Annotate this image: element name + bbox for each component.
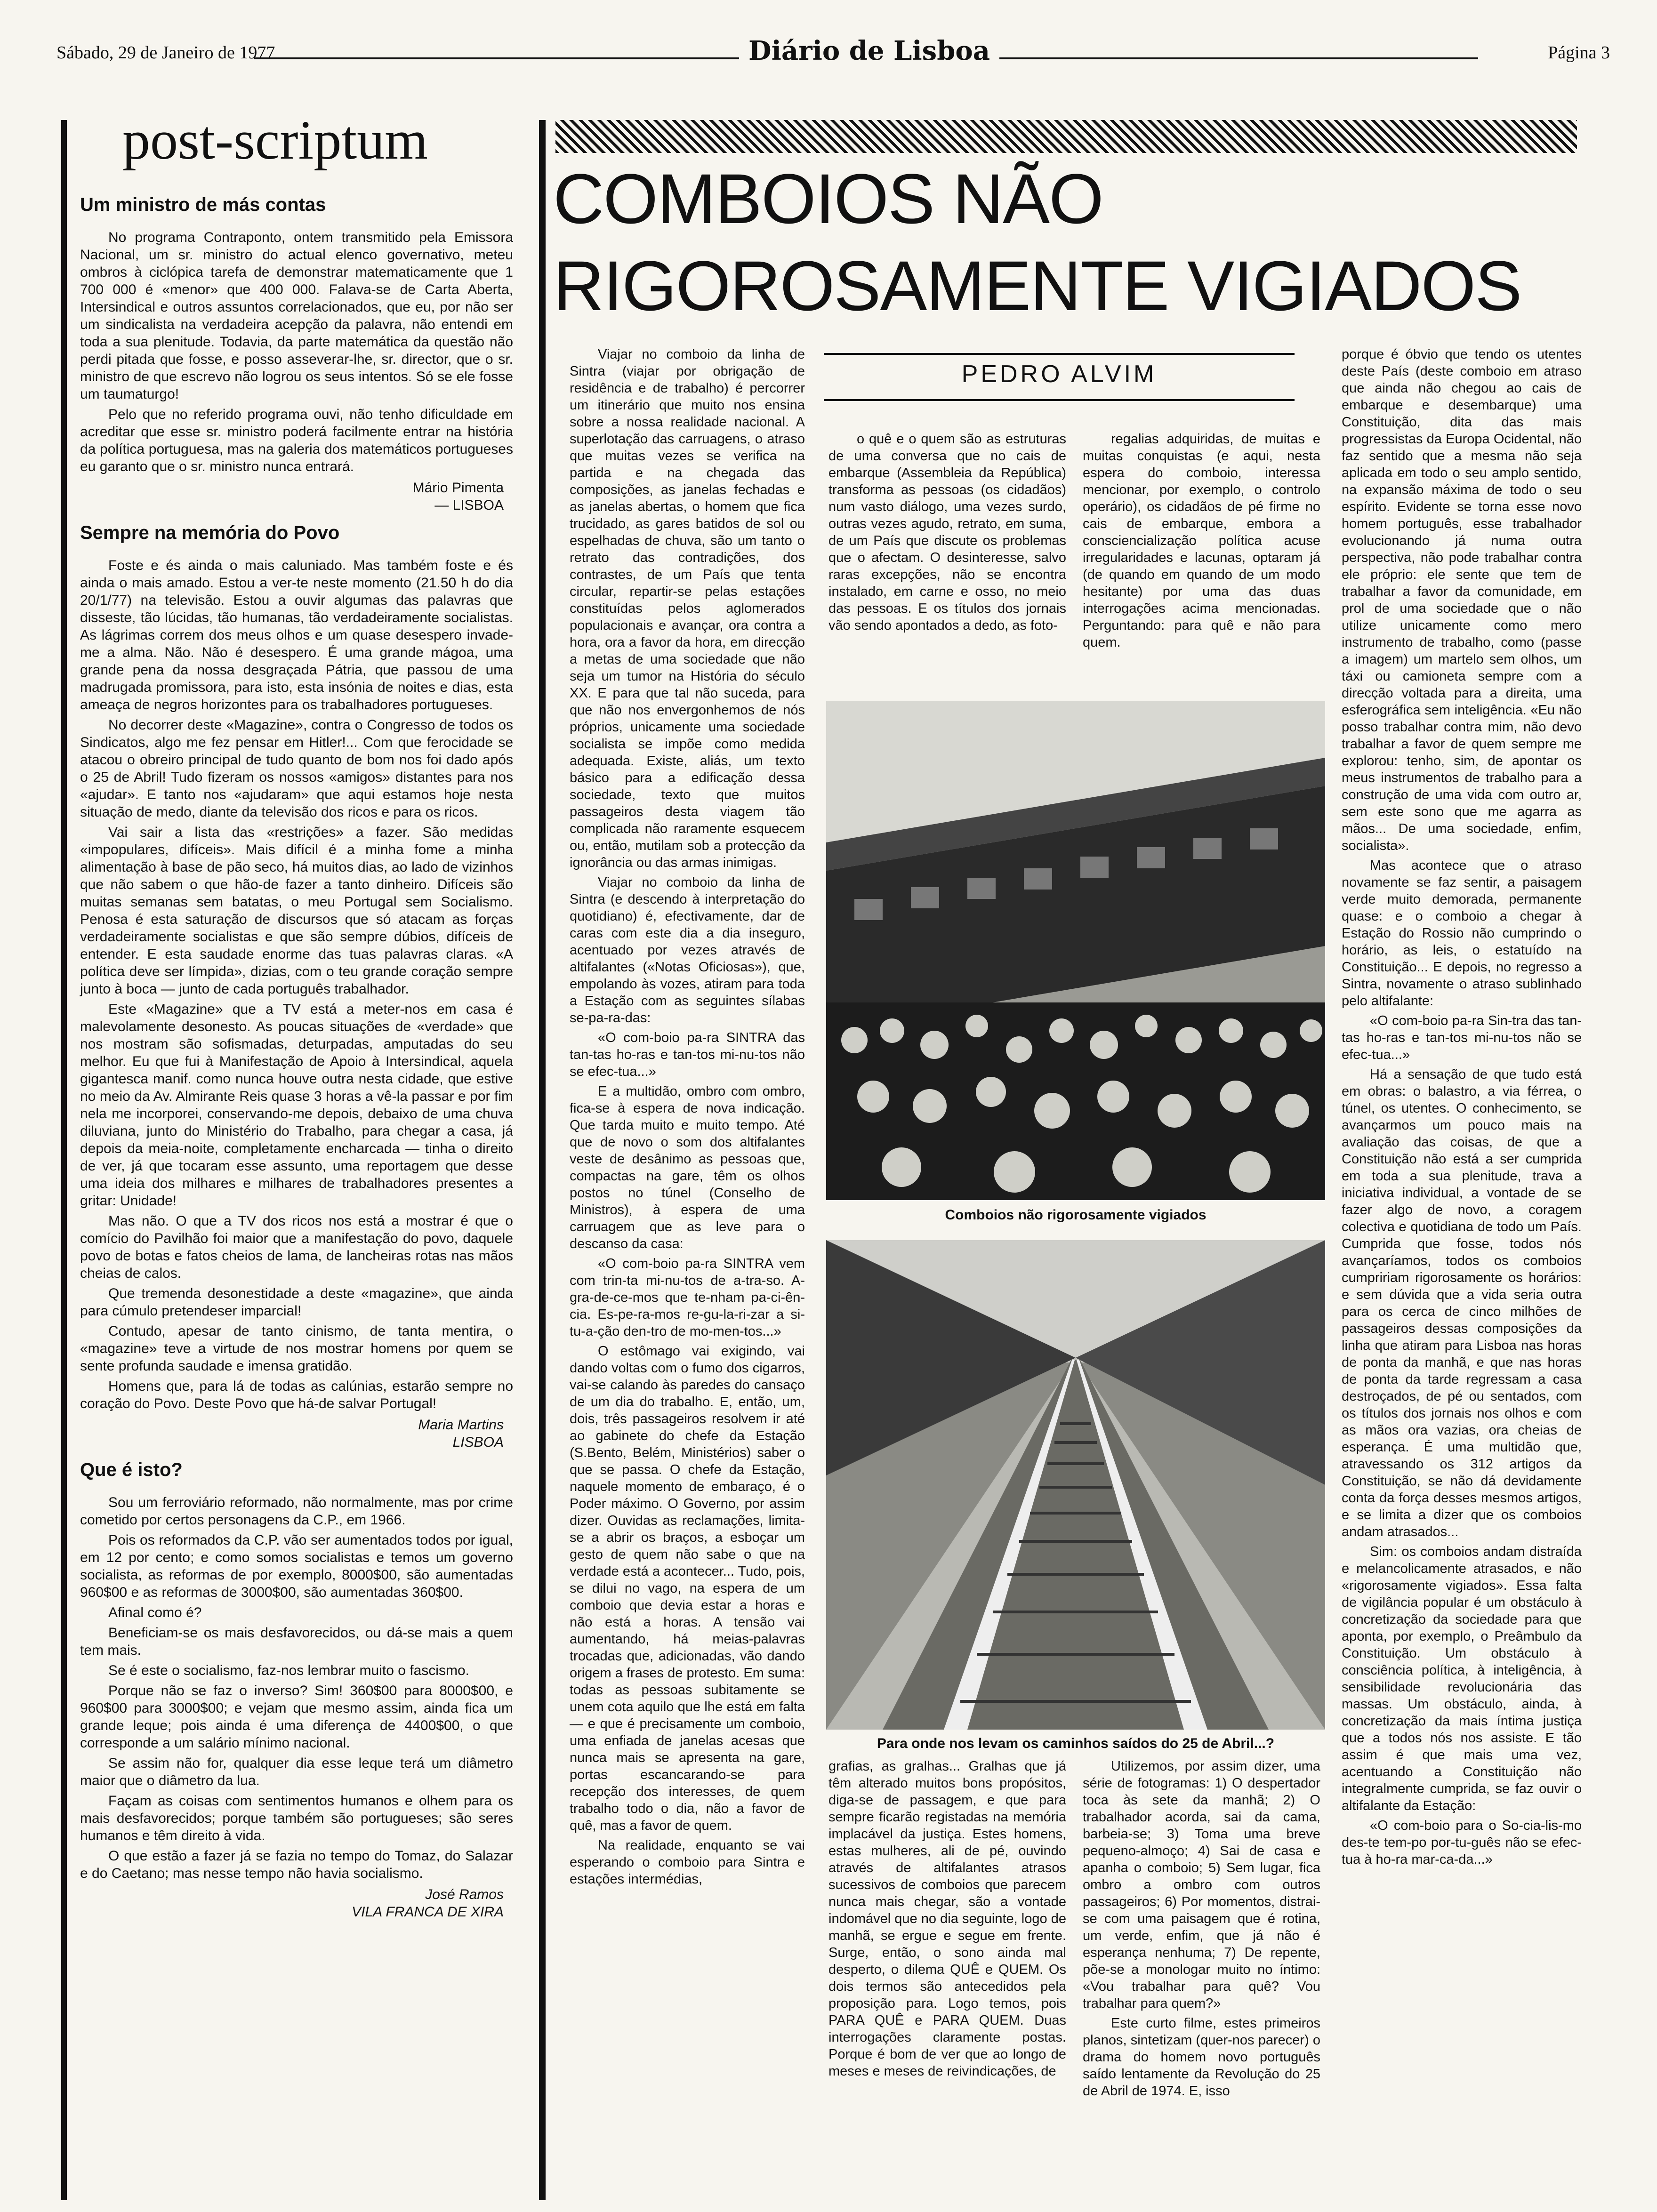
letter-paragraph: Pois os reformados da C.P. vão ser aumentados todos por igual, em 12 por cento; e como somos socialistas e temos um governo socialista, as reformas de por exemplo, 8000$00, são aumentadas 960$00 e as reformas de 3000$00, são aumentadas 360$00.: [80, 1532, 513, 1600]
article-headline: COMBOIOS NÃO RIGOROSAMENTE VIGIADOS: [553, 159, 1521, 325]
signature-place: — LISBOA: [434, 497, 504, 513]
article-column-2-bottom: [828, 1758, 1066, 2083]
article-quote: «O com-boio pa-ra SINTRA vem com trin-ta mi-nu-tos de a-tra-so. A-gra-de-ce-mos que te-nham pa-ci-ên-cia. Es-pe-ra-mos re-gu-la-ri-zar a si-tu-a-ção den-tro de mo-men-tos...»: [570, 1256, 805, 1339]
article-paragraph: Utilizemos, por assim dizer, uma série de fotogramas: 1) O despertador toca às sete da manhã; 2) O trabalhador acorda, sai da cama, barbeia-se; 3) Toma uma breve pequeno-almoço; 4) Sai de casa e apanha o comboio; 5) Sem lugar, fica ombro a ombro com outros passageiros; 6) Por momentos, distrai-se com uma paisagem que é rotina, um verde, enfim, que já não é esperança nenhuma; 7) De repente, põe-se a monologar muito no íntimo: «Vou trabalhar para quê? Vou trabalhar para quem?»: [1083, 1759, 1320, 2011]
article-paragraph: Mas acontece que o atraso novamente se faz sentir, a paisagem verde muito demorada, permanente quase: e o comboio a chegar à Estação do Rossio não cumprindo o horário, as leis, o estatuído na Constituição... E depois, no regresso a Sintra, novamente o atraso sublinhado pelo altifalante:: [1342, 858, 1582, 1009]
letter-paragraph: Este «Magazine» que a TV está a meter-nos em casa é malevolamente desonesto. As poucas situações de «verdade» que nos mostram são sofismadas, deturpadas, amputadas do seu melhor. Eu que fui à Manifestação de Apoio à Intersindical, aquela gigantesca manif. como nunca houve outra nesta cidade, que estive no meio da Av. Almirante Reis quase 3 horas a vê-la passar e por fim nela me incorporei, conservando-me depois, debaixo de uma chuva diluviana, junto do Ministério do Trabalho, para chegar a casa, já depois da meia-noite, completamente encharcada — tinha o direito de ver, já que tocaram esse assunto, uma reportagem que desse uma ideia dos milhares e milhares de trabalhadores presentes a gritar: Unidade!: [80, 1002, 513, 1209]
article-paragraph: Este curto filme, estes primeiros planos, sintetizam (quer-nos parecer) o drama do homem novo português saído lentamente da Revolução do 25 de Abril de 1974. E, isso: [1083, 2016, 1320, 2099]
signature-place: LISBOA: [452, 1435, 504, 1450]
article-byline: PEDRO ALVIM: [961, 361, 1157, 388]
letter-paragraph: Homens que, para lá de todas as calúnias, estarão sempre no coração do Povo. Deste Povo que há-de salvar Portugal!: [80, 1378, 513, 1411]
article-paragraph: o quê e o quem são as estruturas de uma conversa que no cais de embarque (Assembleia da República) transforma as pessoas (os cidadãos) num vasto diálogo, uma vezes surdo, outras vezes agudo, retrato, em suma, de um País que discute os problemas que o afectam. O desinteresse, salvo raras excepções, não se encontra instalado, em carne e osso, no meio das pessoas. E os títulos dos jornais vão sendo apontados a dedo, as foto-: [828, 432, 1066, 633]
article-quote: «O com-boio pa-ra Sin-tra das tan-tas ho-ras e tan-tos mi-nu-tos não se efec-tua...»: [1342, 1013, 1582, 1062]
letter-paragraph: Beneficiam-se os mais desfavorecidos, ou dá-se mais a quem tem mais.: [80, 1625, 513, 1658]
letter-paragraph: No programa Contraponto, ontem transmitido pela Emissora Nacional, um sr. ministro do actual elenco governativo, meteu ombros à ciclópica tarefa de demonstrar matematicamente que 1 700 000 é «menor» que 400 000. Falava-se de Carta Aberta, Intersindical e outros assuntos correlacionados, que eu, por não ser um sindicalista na verdadeira acepção da palavra, não entendi em toda a sua plenitude. Todavia, da parte matemática da questão não perdi pitada que fosse, e posso asseverar-lhe, sr. director, que o sr. ministro de que escrevo não logrou os seus intentos. Só se ele fosse um taumaturgo!: [80, 230, 513, 402]
article-paragraph: Sim: os comboios andam distraída e melancolicamente atrasados, e não «rigorosamente vigiados». Essa falta de vigilância popular é um obstáculo à concretização da sociedade para que aponta, por exemplo, o Preâmbulo da Constituição. Um obstáculo à consciência política, à inteligência, à sensibilidade revolucionária das massas. Um obstáculo, ainda, à concretização da mais íntima justiça que a todos nós nos assiste. E tão assim é que mais uma vez, acentuando a Constituição não integralmente cumprida, se faz ouvir o altifalante da Estação:: [1342, 1544, 1582, 1813]
letter-paragraph: Contudo, apesar de tanto cinismo, de tanta mentira, o «magazine» teve a virtude de nos mostrar homens por quem se sente profunda saudade e imensa gratidão.: [80, 1323, 513, 1374]
article-paragraph: grafias, as gralhas... Gralhas que já têm alterado muitos bons propósitos, diga-se de passagem, e que para sempre ficarão registadas na memória implacável da justiça. Estes homens, estas mulheres, ali de pé, ouvindo através de altifalantes atrasos sucessivos de comboios que parecem nunca mais chegar, são a vontade indomável que no dia seguinte, logo de manhã, se ergue e segue em frente. Surge, então, o sono ainda mal desperto, o dilema QUÊ e QUEM. Os dois termos são antecedidos pela proposição para. Logo temos, pois PARA QUÊ e PARA QUEM. Duas interrogações claramente postas. Porque é bom de ver que ao longo de meses e meses de reivindicações, de: [828, 1759, 1066, 2079]
article-paragraph: porque é óbvio que tendo os utentes deste País (deste comboio em atraso que ainda não chegou ao cais de embarque e desembarque) uma Constituição, dita das mais progressistas da Europa Ocidental, não faz sentido que a mesma não seja aplicada em todo o seu amplo sentido, na expansão máxima de todo o seu espírito. Evidente se torna esse novo homem português, esse trabalhador evolucionando já numa outra perspectiva, não pode trabalhar contra ele próprio: ele sente que tem de trabalhar a favor da comunidade, em prol de uma sociedade que o não utilize unicamente como mero instrumento de trabalho, como (passe a imagem) um martelo sem olhos, um táxi ou camioneta sempre com a direcção voltada para a direita, uma esferográfica sem inteligência. «Eu não posso trabalhar contra mim, não devo trabalhar a favor de quem sempre me explorou: tenho, sim, de apontar os meus instrumentos de trabalho para a construção de uma vida com outro ar, sem este sono que me agarra as mãos... De uma sociedade, enfim, socialista».: [1342, 347, 1582, 853]
photo-caption: Para onde nos levam os caminhos saídos do 25 de Abril...?: [877, 1736, 1275, 1751]
decorative-hatch-band: [555, 120, 1577, 153]
article-column-3: [1083, 431, 1320, 654]
section-divider: [539, 120, 546, 2200]
page-number: Página 3: [1548, 43, 1610, 63]
letter-paragraph: No decorrer deste «Magazine», contra o Congresso de todos os Sindicatos, algo me fez pensar em Hitler!... Com que ferocidade se atacou o obreiro principal de tudo quanto de bom nos foi dado após o 25 de Abril! Tudo fizeram os nossos «amigos» distantes para nos «ajudar». E tanto nos «ajudaram» que aqui estamos hoje nesta situação de medo, diante da televisão dos ricos e para os ricos.: [80, 717, 513, 820]
signature-place: VILA FRANCA DE XIRA: [352, 1904, 504, 1920]
letter-paragraph: Façam as coisas com sentimentos humanos e olhem para os mais desfavorecidos; porque também são portugueses; são seres humanos e têm direito à vida.: [80, 1793, 513, 1843]
postscriptum-title: post-scriptum: [122, 109, 428, 171]
letter-heading: Sempre na memória do Povo: [80, 522, 340, 543]
letter-paragraph: Se assim não for, qualquer dia esse leque terá um diâmetro maior que o diâmetro da lua.: [80, 1755, 513, 1788]
letter-heading: Um ministro de más contas: [80, 194, 326, 215]
letter-signature: [80, 1886, 504, 1921]
signature-name: Maria Martins: [418, 1417, 504, 1433]
letter-paragraph: Mas não. O que a TV dos ricos nos está a mostrar é que o comício do Pavilhão foi maior que a manifestação do povo, daquele povo de botas e fatos cheios de lama, de lancheiras rotas nas mãos cheias de calos.: [80, 1213, 513, 1281]
letter-paragraph: Sou um ferroviário reformado, não normalmente, mas por crime cometido por certos personagens da C.P., em 1966.: [80, 1495, 513, 1528]
article-quote: «O com-boio para o So-cia-lis-mo des-te tem-po por-tu-guês não se efec-tua à ho-ra mar-ca-da...»: [1342, 1818, 1582, 1867]
letter-paragraph: Afinal como é?: [108, 1605, 202, 1620]
article-column-4: [1342, 346, 1582, 1871]
signature-name: Mário Pimenta: [412, 480, 504, 496]
signature-name: José Ramos: [425, 1887, 504, 1902]
byline-rule-top: [824, 353, 1295, 355]
article-column-3-bottom: [1083, 1758, 1320, 2102]
article-quote: «O com-boio pa-ra SINTRA das tan-tas ho-ras e tan-tos mi-nu-tos não se efec-tua...»: [570, 1030, 805, 1079]
letter-paragraph: Porque não se faz o inverso? Sim! 360$00 para 8000$00, e 960$00 para 3000$00; e vejam que mesmo assim, ainda fica um grande leque; pois ainda é uma diferença de 4400$00, o que corresponde a um salário mínimo nacional.: [80, 1683, 513, 1751]
letter-signature: [80, 479, 504, 514]
byline-rule-bottom: [824, 399, 1295, 401]
postscriptum-column: [80, 186, 513, 1931]
article-paragraph: Viajar no comboio da linha de Sintra (viajar por obrigação de residência e de trabalho) é percorrer um itinerário que muito nos ensina sobre a nossa realidade nacional. A superlotação das carruagens, o atraso que muitas vezes se verifica na partida e na chegada das composições, as janelas fechadas e as janelas abertas, o homem que fica trucidado, as gares batidos de sol ou espelhadas de chuva, são um tanto o retrato das contradições, dos contrastes, de um País que tenta circular, repartir-se pelas estações constituídas pelos aglomerados populacionais e avançar, ora contra a hora, ora a favor da hora, em direcção a metas de uma sociedade que não seja um tumor na História do século XX. E para que tal não suceda, para que não nos envergonhemos de nós próprios, unicamente uma sociedade socialista se impõe como medida adequada. Existe, aliás, um texto básico para a edificação dessa sociedade, texto que muitos passageiros desta viagem tão complicada não raramente esquecem ou, então, mutilam sob a protecção da ignorância ou das armas inimigas.: [570, 347, 805, 870]
letter-heading: Que é isto?: [80, 1459, 183, 1480]
page-header: [56, 33, 1610, 75]
newspaper-name: Diário de Lisboa: [739, 35, 999, 66]
letter-paragraph: Que tremenda desonestidade a deste «magazine», que ainda para cúmulo pretendeser imparcial!: [80, 1286, 513, 1319]
photo-caption: Comboios não rigorosamente vigiados: [945, 1207, 1207, 1223]
article-column-1: [570, 346, 805, 1891]
letter-paragraph: Vai sair a lista das «restrições» a fazer. São medidas «impopulares, difíceis». Mais difícil é a minha fome a minha alimentação à base de pão seco, há muitos dias, ao lado de vizinhos que não sabem o que hão-de fazer a tanto dinheiro. Difíceis são muitas semanas sem batatas, o meu Portugal sem Socialismo. Penosa é esta saturação de discursos que só atacam as forças verdadeiramente socialistas e que são sempre dúbios, difíceis de entender. E esta saudade enorme das tuas palavras claras. «A política deve ser límpida», dizias, com o teu grande coração sempre junto à boca — junto de cada português trabalhador.: [80, 825, 513, 997]
photo-tracks-image: [826, 1240, 1325, 1730]
issue-date: Sábado, 29 de Janeiro de 1977: [56, 43, 275, 63]
article-paragraph: E a multidão, ombro com ombro, fica-se à espera de nova indicação. Que tarda muito e muito tempo. Até que de novo o som dos altifalantes veste de desânimo as pessoas que, compactas na gare, têm os olhos postos no túnel (Conselho de Ministros), à espera de uma carruagem que as leve para o descanso da casa:: [570, 1084, 805, 1251]
letter-signature: [80, 1416, 504, 1451]
article-paragraph: Na realidade, enquanto se vai esperando o comboio para Sintra e estações intermédias,: [570, 1838, 805, 1887]
letter-paragraph: Foste e és ainda o mais caluniado. Mas também foste e és ainda o mais amado. Estou a ver-te neste momento (21.50 h do dia 20/1/77) na televisão. Estou a ouvir algumas das palavras que disseste, tão lúcidas, tão humanas, tão verdadeiramente socialistas. As lágrimas correm dos meus olhos e um quase desespero invade-me a alma. Não. Não é desespero. É uma grande mágoa, uma grande pena da nossa desgraçada Pátria, que passou de uma madrugada promissora, para isto, esta insónia de noites e dias, esta ameaça de negros horizontes para os trabalhadores portugueses.: [80, 558, 513, 713]
letter-paragraph: Pelo que no referido programa ouvi, não tenho dificuldade em acreditar que esse sr. ministro poderá facilmente entrar na história da política portuguesa, mas na galeria dos matemáticos portugueses eu garanto que o sr. ministro nunca entrará.: [80, 407, 513, 474]
photo-crowd-image: [826, 701, 1325, 1200]
left-column-bar: [61, 120, 67, 2200]
photo-crowd-platform: [826, 701, 1325, 1200]
article-paragraph: Há a sensação de que tudo está em obras: o balastro, a via férrea, o túnel, os utentes. O conhecimento, se avançarmos um pouco mais na avaliação das coisas, de que a Constituição não está a ser cumprida em toda a sua plenitude, trava a iniciativa individual, a vontade de se fazer algo de novo, a coragem colectiva e quotidiana de todo um País. Cumprida que fosse, todos nós avançaríamos, todos os comboios cumpririam rigorosamente os horários: e sem dúvida que a vida seria outra para os cerca de cinco milhões de passageiros dessas composições da linha que atiram para Lisboa nas horas de ponta da manhã, e que nas horas de ponta da tarde regressam a casa destroçados, de pé ou sentados, com os títulos dos jornais nos olhos e com as mãos ora vazias, ora cheias de esperança. É uma multidão que, atravessando os 312 artigos da Constituição, se não dá devidamente conta da força desses mesmos artigos, e se limita a dizer que os comboios andam atrasados...: [1342, 1067, 1582, 1539]
photo-railway-tracks: [826, 1240, 1325, 1730]
article-paragraph: O estômago vai exigindo, vai dando voltas com o fumo dos cigarros, vai-se calando às paredes do cansaço de um dia do trabalho. E, então, um, dois, três passageiros resolvem ir até ao gabinete do chefe da Estação (S.Bento, Belém, Ministérios) saber o que se passa. O chefe da Estação, naquele momento de embaraço, é o Poder máximo. O Governo, por assim dizer. Ouvidas as reclamações, limita-se a abrir os braços, a esboçar um gesto de quem não sabe o que na verdade está a acontecer... Tudo, pois, se dilui no vago, na espera de um comboio que devia estar a horas e não está a horas. A tensão vai aumentando, há meias-palavras trocadas que, adicionadas, vão dando origem a frases de protesto. Em suma: todas as pessoas subitamente se unem cota aquilo que lhe está em falta — e que é precisamente um comboio, uma enfiada de janelas acesas que nunca mais se apresenta na gare, portas escancarando-se para recepção dos interesses, de quem trabalho todo o dia, não a favor de quê, mas a favor de quem.: [570, 1344, 805, 1833]
letter-paragraph: Se é este o socialismo, faz-nos lembrar muito o fascismo.: [108, 1663, 469, 1678]
article-paragraph: Viajar no comboio da linha de Sintra (e descendo à interpretação do quotidiano) é, efectivamente, dar de caras com este dia a dia inseguro, acentuado por vezes através de altifalantes («Notas Oficiosas»), que, empolando às vozes, atiram para toda a Estação com as seguintes sílabas se-pa-ra-das:: [570, 875, 805, 1026]
letter-paragraph: O que estão a fazer já se fazia no tempo do Tomaz, do Salazar e do Caetano; mas nesse tempo não havia socialismo.: [80, 1848, 513, 1881]
article-column-2: [828, 431, 1066, 637]
article-paragraph: regalias adquiridas, de muitas e muitas conquistas (e aqui, nesta espera do comboio, interessa mencionar, por exemplo, o controlo operário), os cidadãos de pé firme no cais de embarque, embora a consciencialização política acuse irregularidades e lacunas, optaram já (de quando em quando de um modo hesitante) por uma das duas interrogações acima mencionadas. Perguntando: para quê e não para quem.: [1083, 432, 1320, 650]
